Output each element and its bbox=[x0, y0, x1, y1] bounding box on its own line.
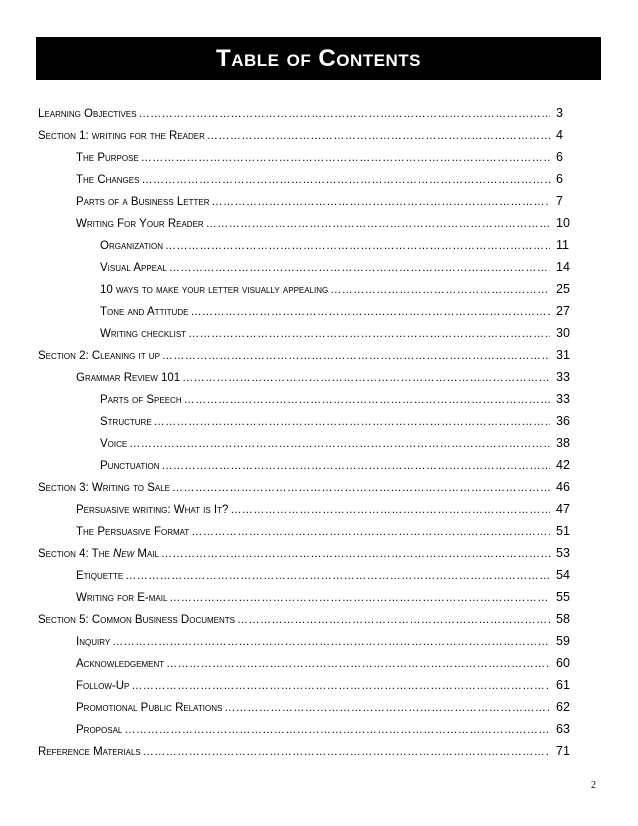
dot-leader bbox=[188, 328, 550, 340]
toc-entry-page: 38 bbox=[556, 436, 570, 450]
toc-entry-label: The Purpose bbox=[76, 152, 139, 164]
toc-entry-page: 33 bbox=[556, 392, 570, 406]
toc-entry[interactable] bbox=[76, 562, 570, 582]
dot-leader bbox=[143, 746, 550, 758]
page-number: 2 bbox=[591, 780, 596, 791]
toc-entry-page: 31 bbox=[556, 348, 570, 362]
toc-entry[interactable] bbox=[76, 672, 570, 692]
toc-entry[interactable] bbox=[100, 386, 570, 406]
toc-entry[interactable] bbox=[100, 254, 570, 274]
dot-leader bbox=[169, 262, 550, 274]
toc-entry[interactable] bbox=[76, 166, 563, 186]
dot-leader bbox=[224, 702, 550, 714]
toc-entry-page: 27 bbox=[556, 304, 570, 318]
toc-entry-label: Reference Materials bbox=[38, 746, 141, 758]
toc-entry-label: Learning Objectives bbox=[38, 108, 137, 120]
dot-leader bbox=[131, 680, 550, 692]
toc-entry-label: Section 2: Cleaning it up bbox=[38, 350, 160, 362]
toc-entry-page: 33 bbox=[556, 370, 570, 384]
toc-entry-page: 42 bbox=[556, 458, 570, 472]
toc-entry[interactable] bbox=[76, 694, 570, 714]
toc-entry-page: 10 bbox=[556, 216, 570, 230]
toc-entry[interactable] bbox=[100, 276, 570, 296]
toc-entry[interactable] bbox=[76, 716, 570, 736]
toc-entry-label: Promotional Public Relations bbox=[76, 702, 223, 714]
dot-leader bbox=[172, 482, 550, 494]
dot-leader bbox=[162, 350, 550, 362]
toc-entry[interactable] bbox=[76, 518, 570, 538]
toc-entry-label: Persuasive writing: What is It? bbox=[76, 504, 229, 516]
toc-entry-label: The Changes bbox=[76, 174, 140, 186]
toc-entry-page: 46 bbox=[556, 480, 570, 494]
toc-entry[interactable] bbox=[76, 584, 570, 604]
toc-entry[interactable] bbox=[38, 474, 570, 494]
toc-entry[interactable] bbox=[38, 540, 570, 560]
toc-entry-page: 30 bbox=[556, 326, 570, 340]
toc-entry-page: 60 bbox=[556, 656, 570, 670]
toc-entry[interactable] bbox=[100, 232, 569, 252]
toc-entry-page: 55 bbox=[556, 590, 570, 604]
dot-leader bbox=[139, 108, 550, 120]
toc-entry-page: 3 bbox=[556, 106, 563, 120]
toc-entry[interactable] bbox=[38, 122, 563, 142]
toc-entry[interactable] bbox=[76, 210, 570, 230]
dot-leader bbox=[166, 658, 550, 670]
dot-leader bbox=[230, 504, 550, 516]
dot-leader bbox=[162, 460, 550, 472]
toc-entry-label: Writing checklist bbox=[100, 328, 187, 340]
toc-entry[interactable] bbox=[76, 496, 570, 516]
toc-entry-label: Proposal bbox=[76, 724, 123, 736]
toc-entry-label: Inquiry bbox=[76, 636, 111, 648]
toc-entry[interactable] bbox=[38, 342, 570, 362]
dot-leader bbox=[112, 636, 550, 648]
dot-leader bbox=[184, 394, 550, 406]
dot-leader bbox=[190, 306, 550, 318]
page-title: Table of Contents bbox=[216, 44, 421, 72]
dot-leader bbox=[129, 438, 550, 450]
toc-entry[interactable] bbox=[76, 144, 563, 164]
toc-entry-label: Section 5: Common Business Documents bbox=[38, 614, 235, 626]
toc-entry-page: 36 bbox=[556, 414, 570, 428]
toc-entry[interactable] bbox=[100, 298, 570, 318]
dot-leader bbox=[191, 526, 550, 538]
toc-entry-label: Acknowledgement bbox=[76, 658, 165, 670]
toc-entry[interactable] bbox=[38, 606, 570, 626]
toc-entry-label: The Persuasive Format bbox=[76, 526, 190, 538]
toc-entry[interactable] bbox=[100, 320, 570, 340]
dot-leader bbox=[212, 196, 551, 208]
toc-entry[interactable] bbox=[76, 628, 570, 648]
toc-entry[interactable] bbox=[100, 408, 570, 428]
toc-entry-label: Follow-Up bbox=[76, 680, 130, 692]
toc-entry-label: Organization bbox=[100, 240, 164, 252]
toc-entry-page: 11 bbox=[556, 238, 569, 252]
toc-entry-page: 63 bbox=[556, 722, 570, 736]
dot-leader bbox=[154, 416, 550, 428]
toc-entry-page: 6 bbox=[556, 150, 563, 164]
toc-entry-page: 25 bbox=[556, 282, 570, 296]
toc-entry-page: 6 bbox=[556, 172, 563, 186]
toc-entry[interactable] bbox=[76, 650, 570, 670]
toc-entry-page: 51 bbox=[556, 524, 570, 538]
toc-entry-page: 54 bbox=[556, 568, 570, 582]
dot-leader bbox=[141, 152, 550, 164]
toc-entry-label: Tone and Attitude bbox=[100, 306, 189, 318]
toc-entry-label: Parts of Speech bbox=[100, 394, 182, 406]
dot-leader bbox=[206, 218, 550, 230]
toc-entry-page: 53 bbox=[556, 546, 570, 560]
toc-entry-label: Punctuation bbox=[100, 460, 160, 472]
dot-leader bbox=[169, 592, 550, 604]
dot-leader bbox=[237, 614, 550, 626]
toc-entry-label: Section 4: The New Mail bbox=[38, 548, 159, 560]
toc-entry-page: 4 bbox=[556, 128, 563, 142]
toc-entry-label: Writing For Your Reader bbox=[76, 218, 204, 230]
toc-entry-label: Grammar Review 101 bbox=[76, 372, 181, 384]
toc-entry[interactable] bbox=[100, 430, 570, 450]
dot-leader bbox=[125, 570, 550, 582]
toc-entry-page: 62 bbox=[556, 700, 570, 714]
toc-entry-page: 71 bbox=[556, 744, 570, 758]
toc-entry[interactable] bbox=[76, 188, 563, 208]
toc-entry-label: Voice bbox=[100, 438, 128, 450]
toc-entry-page: 14 bbox=[556, 260, 570, 274]
dot-leader bbox=[141, 174, 550, 186]
toc-entry[interactable] bbox=[100, 452, 570, 472]
toc-entry-label: Writing for E-mail bbox=[76, 592, 168, 604]
toc-entry-label: 10 ways to make your letter visually appealing bbox=[100, 284, 329, 296]
toc-entry-label: Parts of a Business Letter bbox=[76, 196, 210, 208]
dot-leader bbox=[165, 240, 550, 252]
toc-entry-page: 7 bbox=[556, 194, 563, 208]
toc-entry-label: Etiquette bbox=[76, 570, 124, 582]
toc-entry-label: Visual Appeal bbox=[100, 262, 167, 274]
toc-entry-label: Section 3: Writing to Sale bbox=[38, 482, 170, 494]
toc-entry-page: 47 bbox=[556, 502, 570, 516]
toc-entry-page: 61 bbox=[556, 678, 570, 692]
toc-entry-page: 59 bbox=[556, 634, 570, 648]
dot-leader bbox=[124, 724, 550, 736]
toc-entry[interactable] bbox=[38, 100, 563, 120]
toc-entry-label: Structure bbox=[100, 416, 152, 428]
dot-leader bbox=[330, 284, 550, 296]
dot-leader bbox=[207, 130, 550, 142]
toc-entry[interactable] bbox=[76, 364, 570, 384]
dot-leader bbox=[182, 372, 550, 384]
dot-leader bbox=[161, 548, 550, 560]
toc-entry-label: Section 1: writing for the Reader bbox=[38, 130, 205, 142]
toc-entry-page: 58 bbox=[556, 612, 570, 626]
toc-entry[interactable] bbox=[38, 738, 570, 758]
